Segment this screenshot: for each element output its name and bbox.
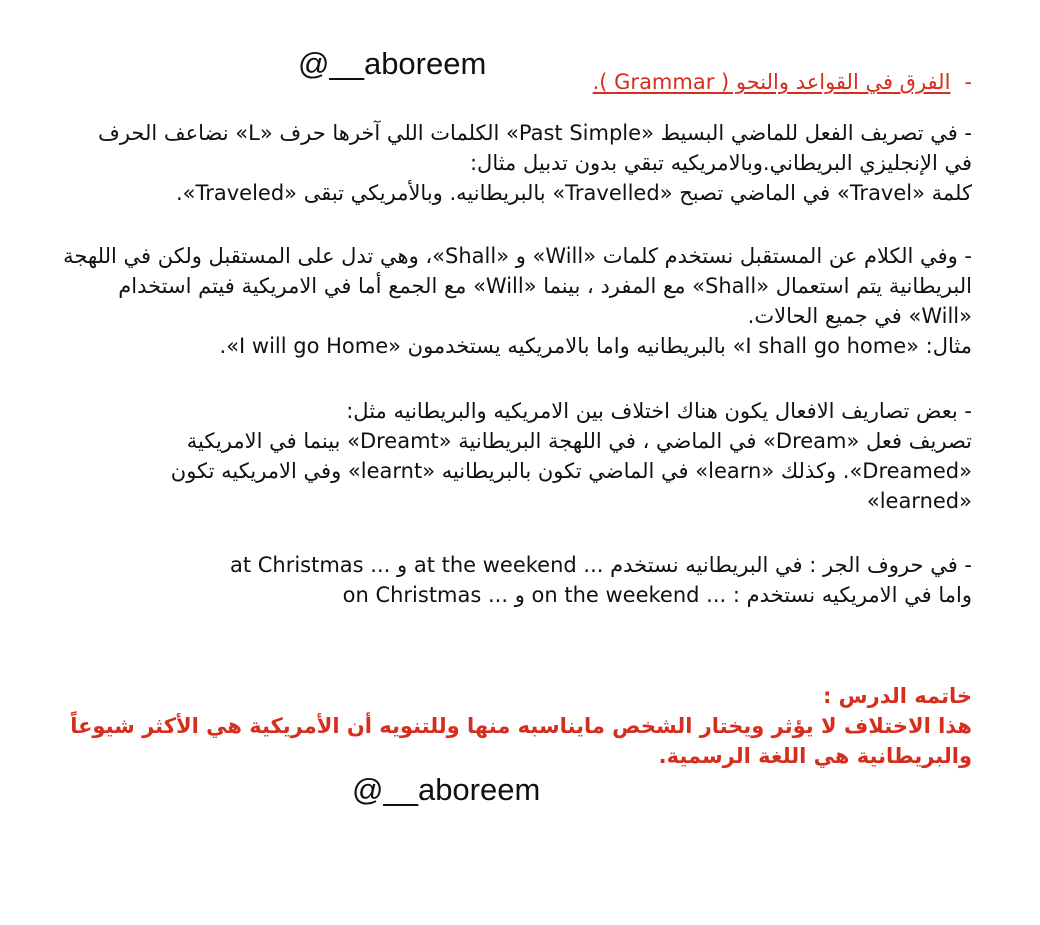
paragraph-line: كلمة «Travel» في الماضي تصبح «Travelled» بالبريطانيه. وبالأمريكي تبقى «Traveled». xyxy=(175,181,972,205)
paragraph-line: - في تصريف الفعل للماضي البسيط «Past Simple» الكلمات اللي آخرها حرف «L» نضاعف الحرف xyxy=(98,121,972,145)
paragraph-line: واما في الامريكيه نستخدم : ... on the weekend و ... on Christmas xyxy=(342,583,972,607)
paragraph-line: «learned» xyxy=(866,489,972,513)
paragraph-line: البريطانية يتم استعمال «Shall» مع المفرد ، بينما «Will» مع الجمع أما في الامريكية فيتم استخدام xyxy=(118,274,972,298)
conclusion-line: والبريطانية هي اللغة الرسمية. xyxy=(658,744,972,768)
heading-bullet: - xyxy=(964,70,972,94)
lesson-conclusion xyxy=(62,681,972,771)
paragraph-line: «Dreamed». وكذلك «learn» في الماضي تكون بالبريطانيه «learnt» وفي الامريكيه تكون xyxy=(170,459,972,483)
conclusion-title: خاتمه الدرس : xyxy=(822,684,972,708)
paragraph-line: «Will» في جميع الحالات. xyxy=(747,304,972,328)
paragraph-past-simple xyxy=(62,118,972,208)
paragraph-line: تصريف فعل «Dream» في الماضي ، في اللهجة البريطانية «Dreamt» بينما في الامريكية xyxy=(186,429,972,453)
paragraph-line: مثال: «I shall go home» بالبريطانيه واما بالامريكيه يستخدمون «I will go Home». xyxy=(219,334,972,358)
author-handle-bottom: @__aboreem xyxy=(352,772,541,807)
paragraph-prepositions xyxy=(62,550,972,610)
paragraph-future xyxy=(62,241,972,361)
paragraph-line: - وفي الكلام عن المستقبل نستخدم كلمات «Will» و «Shall»، وهي تدل على المستقبل ولكن في اللهجة xyxy=(63,244,972,268)
conclusion-line: هذا الاختلاف لا يؤثر ويختار الشخص مايناسبه منها وللتنويه أن الأمريكية هي الأكثر شيوعاً xyxy=(70,714,972,738)
paragraph-verb-forms xyxy=(62,396,972,516)
paragraph-line: - في حروف الجر : في البريطانيه نستخدم ... at the weekend و ... at Christmas xyxy=(229,553,972,577)
heading-title: الفرق في القواعد والنحو ( Grammar ). xyxy=(592,70,951,94)
author-handle-top: @__aboreem xyxy=(298,46,487,81)
paragraph-line: في الإنجليزي البريطاني.وبالامريكيه تبقي بدون تدبيل مثال: xyxy=(469,151,972,175)
paragraph-line: - بعض تصاريف الافعال يكون هناك اختلاف بين الامريكيه والبريطانيه مثل: xyxy=(346,399,972,423)
section-heading xyxy=(593,70,972,94)
